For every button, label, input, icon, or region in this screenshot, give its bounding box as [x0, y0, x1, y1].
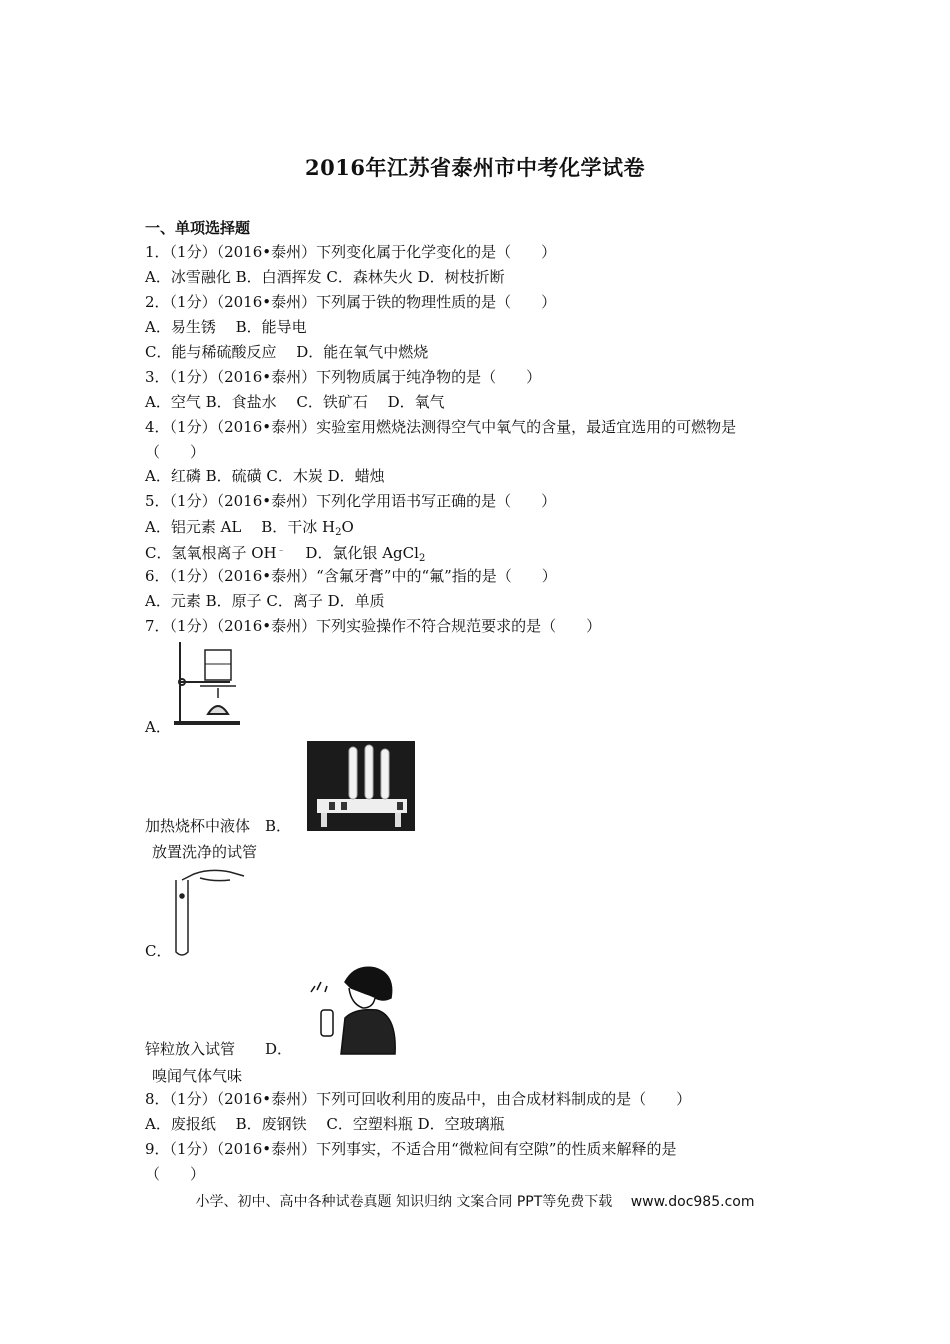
- question-1-options: A．冰雪融化 B．白酒挥发 C．森林失火 D．树枝折断: [145, 268, 505, 286]
- q5-option-d: D．氯化银 AgCl$_2$: [305, 544, 426, 564]
- question-3: 3．（1分）（2016•泰州）下列物质属于纯净物的是（ ）: [145, 368, 542, 386]
- smelling-gas-figure: [305, 962, 399, 1058]
- question-4-options: A．红磷 B．硫磺 C．木炭 D．蜡烛: [145, 467, 385, 485]
- q5-option-c: C．氢氧根离子 OH﹣: [145, 544, 286, 562]
- question-4-continuation: （ ）: [145, 443, 206, 461]
- question-2-options-2: C．能与稀硫酸反应 D．能在氧气中燃烧: [145, 343, 429, 361]
- question-5-options-ab: [145, 517, 354, 543]
- question-7-option-c-text: 锌粒放入试管 D．: [145, 1040, 293, 1058]
- footer-banner: 小学、初中、高中各种试卷真题 知识归纳 文案合同 PPT等免费下载 www.doc985.com: [195, 1194, 755, 1210]
- question-7: 7．（1分）（2016•泰州）下列实验操作不符合规范要求的是（ ）: [145, 617, 602, 635]
- question-6: 6．（1分）（2016•泰州）“含氟牙膏”中的“氟”指的是（ ）: [145, 567, 557, 585]
- question-6-options: A．元素 B．原子 C．离子 D．单质: [145, 592, 385, 610]
- question-7-option-a-label: A．: [145, 718, 171, 736]
- question-7-option-c-label: C．: [145, 942, 172, 960]
- question-7-option-d-text: 嗅闻气体气味: [152, 1067, 243, 1085]
- heating-beaker-figure: [170, 638, 250, 728]
- zinc-into-tube-figure: [170, 866, 250, 958]
- question-7-option-a-text: 加热烧杯中液体 B．: [145, 817, 292, 835]
- question-5-options-cd: [145, 541, 425, 569]
- question-3-options: A．空气 B．食盐水 C．铁矿石 D．氧气: [145, 393, 445, 411]
- question-9: 9．（1分）（2016•泰州）下列事实，不适合用“微粒间有空隙”的性质来解释的是: [145, 1140, 677, 1158]
- section-heading: 一、单项选择题: [145, 219, 251, 237]
- q5-option-b: B．干冰 $H_2O$: [261, 518, 354, 538]
- question-9-continuation: （ ）: [145, 1165, 206, 1183]
- question-5: 5．（1分）（2016•泰州）下列化学用语书写正确的是（ ）: [145, 492, 557, 510]
- question-8-options: A．废报纸 B．废钢铁 C．空塑料瓶 D．空玻璃瓶: [145, 1115, 505, 1133]
- test-tube-rack-figure: [307, 741, 415, 831]
- q5-option-a: A．铝元素 AL: [145, 518, 242, 536]
- page-title: 2016年江苏省泰州市中考化学试卷: [305, 155, 645, 180]
- question-1: 1．（1分）（2016•泰州）下列变化属于化学变化的是（ ）: [145, 243, 557, 261]
- question-2-options-1: A．易生锈 B．能导电: [145, 318, 307, 336]
- question-8: 8．（1分）（2016•泰州）下列可回收利用的废品中，由合成材料制成的是（ ）: [145, 1090, 692, 1108]
- question-7-option-b-text: 放置洗净的试管: [152, 843, 258, 861]
- question-2: 2．（1分）（2016•泰州）下列属于铁的物理性质的是（ ）: [145, 293, 557, 311]
- question-4: 4．（1分）（2016•泰州）实验室用燃烧法测得空气中氧气的含量，最适宜选用的可燃物是: [145, 418, 737, 436]
